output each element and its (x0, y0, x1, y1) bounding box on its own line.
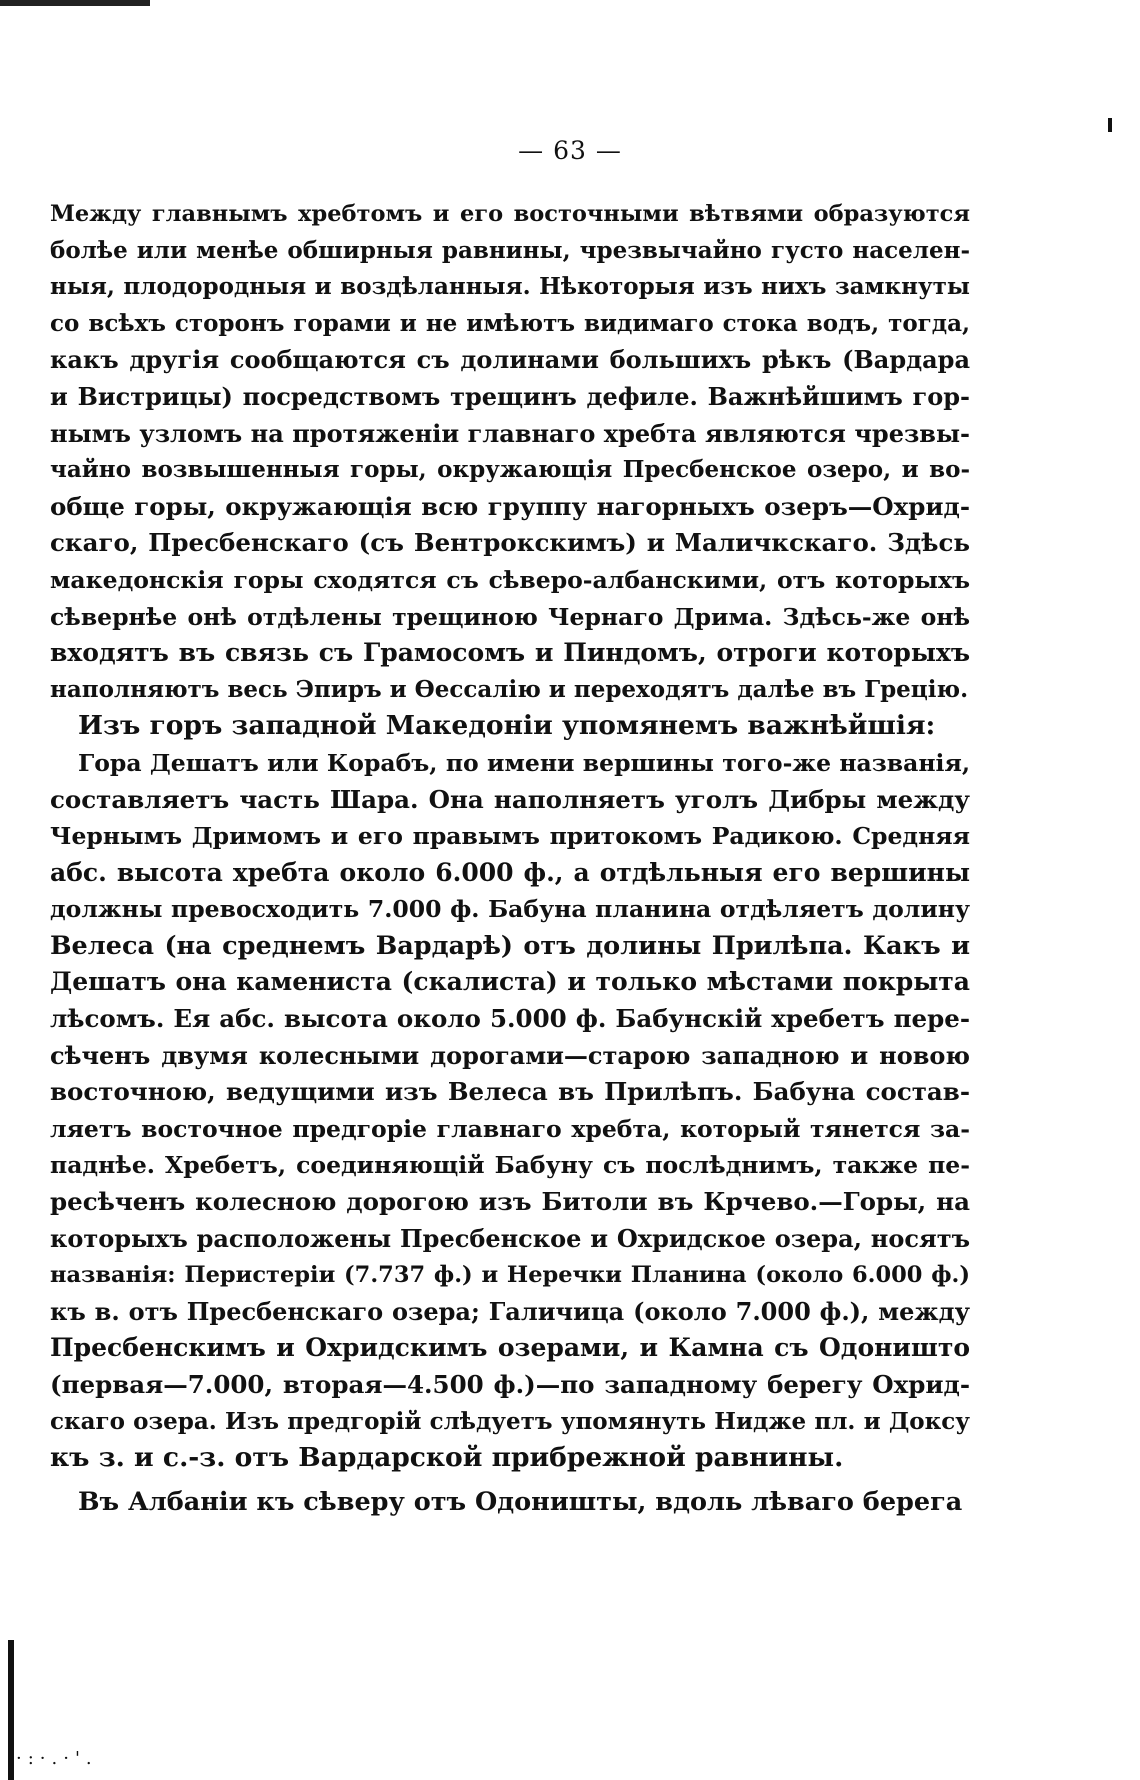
text-line: какъ другія сообщаются съ долинами большихъ рѣкъ (Вардара (50, 345, 970, 375)
text-line: наполняютъ весь Эпиръ и Ѳессалію и переходятъ далѣе въ Грецію. (50, 675, 969, 703)
text-line: (первая—7.000, вторая—4.500 ф.)—по западному берегу Охрид- (50, 1370, 970, 1399)
text-line: Чернымъ Дримомъ и его правымъ притокомъ Радикою. Средняя (50, 822, 970, 851)
text-line: ныя, плодородныя и воздѣланныя. Нѣкоторыя изъ нихъ замкнуты (50, 273, 970, 301)
text-line: Въ Албаніи къ сѣверу отъ Одоништы, вдоль лѣваго берега (78, 1486, 963, 1517)
scan-speck-right (1108, 118, 1112, 132)
text-line: Пресбенскимъ и Охридскимъ озерами, и Камна съ Одоништо (50, 1333, 970, 1363)
text-line: Между главнымъ хребтомъ и его восточными вѣтвями образуются (50, 201, 970, 227)
text-line: болѣе или менѣе обширныя равнины, чрезвычайно густо населен- (50, 236, 970, 264)
page-number: — 63 — (518, 136, 622, 165)
text-line: Дешатъ она камениста (скалиста) и только мѣстами покрыта (50, 967, 970, 997)
text-line: скаго озера. Изъ предгорій слѣдуетъ упомянуть Нидже пл. и Доксу (50, 1407, 970, 1435)
text-line: входятъ въ связь съ Грамосомъ и Пиндомъ, отроги которыхъ (50, 638, 970, 668)
text-line: Велеса (на среднемъ Вардарѣ) отъ долины Прилѣпа. Какъ и (50, 930, 970, 961)
text-line: ресѣченъ колесною дорогою изъ Битоли въ Крчево.—Горы, на (50, 1187, 970, 1217)
text-line: къ в. отъ Пресбенскаго озера; Галичица (около 7.000 ф.), между (50, 1296, 970, 1326)
text-line: которыхъ расположены Пресбенское и Охридское озера, носятъ (50, 1223, 970, 1253)
text-line: названія: Перистеріи (7.737 ф.) и Неречки Планина (около 6.000 ф.) (50, 1262, 970, 1289)
scan-specks-bottom-left: ·:·.·'. (16, 1748, 98, 1769)
text-line: сѣвернѣе онѣ отдѣлены трещиною Чернаго Дрима. Здѣсь-же онѣ (50, 602, 970, 631)
text-line: восточною, ведущими изъ Велеса въ Прилѣпъ. Бабуна состав- (50, 1077, 970, 1107)
text-line: къ з. и с.-з. отъ Вардарской прибрежной равнины. (50, 1442, 844, 1474)
text-line: ляетъ восточное предгоріе главнаго хребта, который тянется за- (50, 1114, 970, 1143)
text-line: скаго, Пресбенскаго (съ Вентрокскимъ) и Маличкскаго. Здѣсь (50, 528, 970, 558)
text-line: со всѣхъ сторонъ горами и не имѣютъ видимаго стока водъ, тогда, (50, 309, 970, 337)
scan-edge-mark-top (0, 0, 150, 6)
text-line: македонскія горы сходятся съ сѣверо-албанскими, отъ которыхъ (50, 565, 970, 594)
text-line: Изъ горъ западной Македоніи упомянемъ важнѣйшія: (78, 710, 936, 742)
text-line: составляетъ часть Шара. Она наполняетъ уголъ Дибры между (50, 784, 970, 814)
text-line: чайно возвышенныя горы, окружающія Пресбенское озеро, и во- (50, 456, 970, 484)
text-line: лѣсомъ. Ея абс. высота около 5.000 ф. Бабунскій хребетъ пере- (50, 1004, 970, 1034)
text-line: обще горы, окружающія всю группу нагорныхъ озеръ—Охрид- (50, 491, 970, 521)
text-line: должны превосходить 7.000 ф. Бабуна планина отдѣляетъ долину (50, 895, 970, 924)
text-line: абс. высота хребта около 6.000 ф., а отдѣльныя его вершины (50, 857, 970, 887)
text-line: паднѣе. Хребетъ, соединяющій Бабуну съ послѣднимъ, также пе- (50, 1151, 970, 1180)
text-line: и Вистрицы) посредствомъ трещинъ дефиле. Важнѣйшимъ гор- (50, 381, 970, 411)
scan-edge-mark-left (8, 1640, 14, 1780)
text-line: Гора Дешатъ или Корабъ, по имени вершины того-же названія, (78, 748, 970, 777)
text-line: нымъ узломъ на протяженіи главнаго хребта являются чрезвы- (50, 418, 970, 448)
text-line: сѣченъ двумя колесными дорогами—старою западною и новою (50, 1040, 970, 1070)
body-text (50, 196, 970, 1520)
